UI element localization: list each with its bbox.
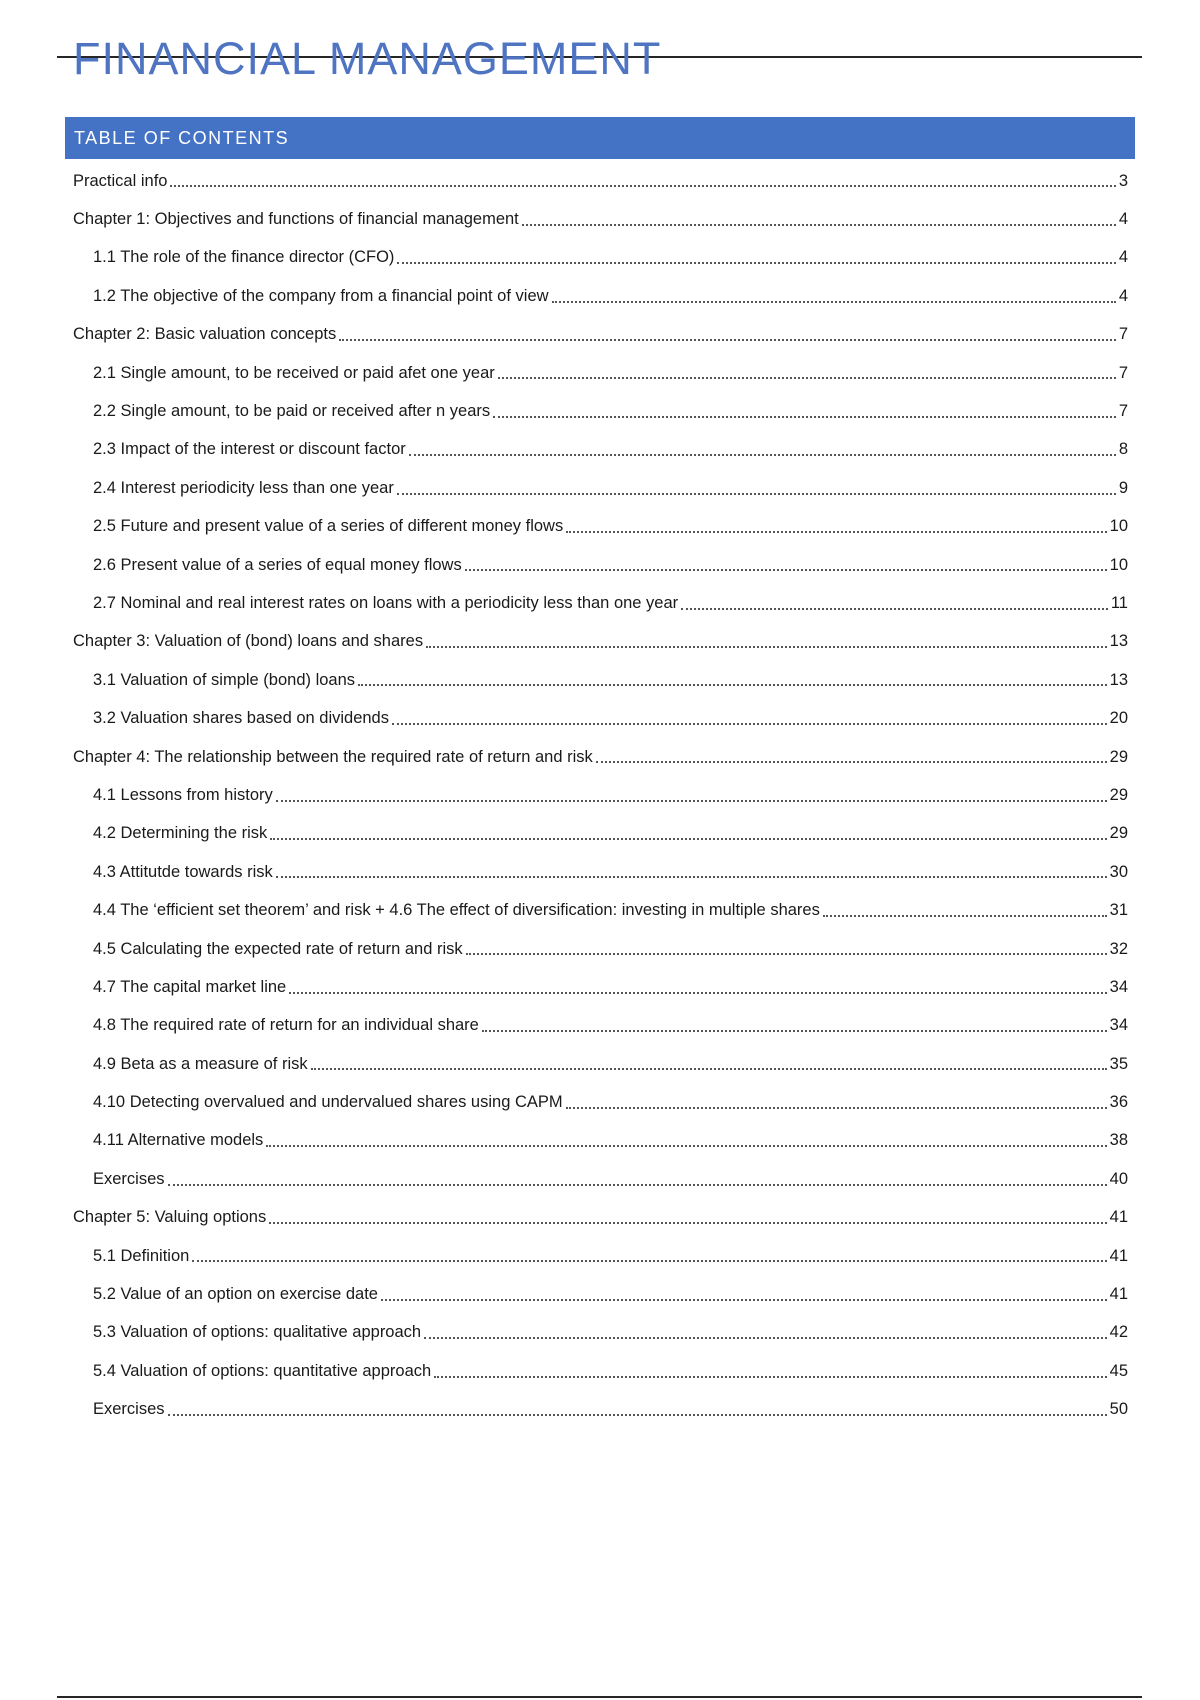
toc-dot-leader bbox=[465, 568, 1107, 571]
toc-entry-label: 4.9 Beta as a measure of risk bbox=[93, 1054, 308, 1073]
toc-entry-label: 2.3 Impact of the interest or discount factor bbox=[93, 440, 406, 459]
toc-dot-leader bbox=[566, 530, 1106, 533]
toc-entry-page-number: 4 bbox=[1118, 210, 1128, 229]
toc-entry-page-number: 42 bbox=[1109, 1323, 1128, 1342]
toc-entry-label: 3.2 Valuation shares based on dividends bbox=[93, 709, 389, 728]
toc-dot-leader bbox=[409, 453, 1116, 456]
toc-entry-page-number: 7 bbox=[1118, 325, 1128, 344]
toc-section-entry[interactable] bbox=[73, 661, 1128, 699]
toc-chapter-entry[interactable] bbox=[73, 1199, 1128, 1237]
toc-section-entry[interactable] bbox=[73, 392, 1128, 430]
toc-entry-label: 4.7 The capital market line bbox=[93, 977, 287, 996]
toc-section-entry[interactable] bbox=[73, 277, 1128, 315]
toc-section-entry[interactable] bbox=[73, 815, 1128, 853]
toc-entry-label: 5.3 Valuation of options: qualitative approach bbox=[93, 1323, 422, 1342]
toc-dot-leader bbox=[552, 300, 1116, 303]
toc-entry-page-number: 20 bbox=[1109, 709, 1128, 728]
toc-entry-label: 1.1 The role of the finance director (CFO) bbox=[93, 248, 395, 267]
toc-entry-label: 2.5 Future and present value of a series of different money flows bbox=[93, 517, 564, 536]
toc-entry-page-number: 10 bbox=[1109, 555, 1128, 574]
toc-dot-leader bbox=[522, 223, 1116, 226]
toc-chapter-entry[interactable] bbox=[73, 162, 1128, 200]
toc-section-entry[interactable] bbox=[73, 1083, 1128, 1121]
toc-chapter-entry[interactable] bbox=[73, 738, 1128, 776]
toc-entry-label: 4.1 Lessons from history bbox=[93, 785, 273, 804]
toc-entry-page-number: 8 bbox=[1118, 440, 1128, 459]
toc-dot-leader bbox=[424, 1336, 1107, 1339]
toc-dot-leader bbox=[498, 376, 1116, 379]
toc-dot-leader bbox=[426, 645, 1107, 648]
toc-section-entry[interactable] bbox=[73, 1122, 1128, 1160]
toc-entry-page-number: 13 bbox=[1109, 670, 1128, 689]
toc-entry-page-number: 7 bbox=[1118, 363, 1128, 382]
toc-entry-label: 5.1 Definition bbox=[93, 1246, 190, 1265]
toc-entry-label: 2.6 Present value of a series of equal money flows bbox=[93, 555, 462, 574]
toc-entry-label: 4.10 Detecting overvalued and undervalued shares using CAPM bbox=[93, 1093, 563, 1112]
toc-entry-label: Chapter 5: Valuing options bbox=[73, 1208, 267, 1227]
toc-entry-page-number: 38 bbox=[1109, 1131, 1128, 1150]
toc-entry-label: 4.4 The ‘efficient set theorem’ and risk + 4.6 The effect of diversification: investing in multiple shares bbox=[93, 901, 820, 920]
toc-dot-leader bbox=[493, 415, 1116, 418]
toc-dot-leader bbox=[192, 1259, 1106, 1262]
toc-heading: TABLE OF CONTENTS bbox=[74, 127, 290, 148]
toc-section-entry[interactable] bbox=[73, 546, 1128, 584]
toc-section-entry[interactable] bbox=[73, 1275, 1128, 1313]
toc-section-entry[interactable] bbox=[73, 891, 1128, 929]
toc-dot-leader bbox=[168, 1413, 1107, 1416]
toc-entry-page-number: 29 bbox=[1109, 747, 1128, 766]
toc-entry-page-number: 7 bbox=[1118, 402, 1128, 421]
toc-entry-page-number: 50 bbox=[1109, 1400, 1128, 1419]
toc-chapter-entry[interactable] bbox=[73, 316, 1128, 354]
toc-section-entry[interactable] bbox=[73, 1007, 1128, 1045]
toc-section-entry[interactable] bbox=[73, 930, 1128, 968]
toc-dot-leader bbox=[358, 683, 1107, 686]
toc-entry-label: Chapter 2: Basic valuation concepts bbox=[73, 325, 337, 344]
toc-entry-page-number: 41 bbox=[1109, 1285, 1128, 1304]
toc-entry-label: 5.4 Valuation of options: quantitative approach bbox=[93, 1361, 432, 1380]
toc-dot-leader bbox=[681, 607, 1108, 610]
toc-section-entry[interactable] bbox=[73, 968, 1128, 1006]
toc-dot-leader bbox=[170, 184, 1115, 187]
toc-chapter-entry[interactable] bbox=[73, 200, 1128, 238]
toc-entry-page-number: 34 bbox=[1109, 977, 1128, 996]
toc-entry-page-number: 41 bbox=[1109, 1208, 1128, 1227]
toc-entry-label: 1.2 The objective of the company from a financial point of view bbox=[93, 286, 549, 305]
toc-entry-label: Chapter 1: Objectives and functions of financial management bbox=[73, 210, 519, 229]
toc-entry-page-number: 30 bbox=[1109, 862, 1128, 881]
toc-chapter-entry[interactable] bbox=[73, 623, 1128, 661]
toc-list bbox=[73, 162, 1128, 1429]
toc-entry-page-number: 4 bbox=[1118, 286, 1128, 305]
toc-entry-page-number: 40 bbox=[1109, 1169, 1128, 1188]
toc-entry-page-number: 29 bbox=[1109, 785, 1128, 804]
toc-dot-leader bbox=[381, 1298, 1107, 1301]
toc-entry-label: 4.5 Calculating the expected rate of return and risk bbox=[93, 939, 463, 958]
toc-entry-page-number: 36 bbox=[1109, 1093, 1128, 1112]
toc-dot-leader bbox=[311, 1067, 1107, 1070]
toc-entry-page-number: 10 bbox=[1109, 517, 1128, 536]
toc-entry-page-number: 29 bbox=[1109, 824, 1128, 843]
toc-dot-leader bbox=[270, 837, 1106, 840]
document-title: FINANCIAL MANAGEMENT bbox=[73, 33, 662, 84]
toc-section-entry[interactable] bbox=[73, 354, 1128, 392]
toc-dot-leader bbox=[392, 722, 1107, 725]
toc-dot-leader bbox=[168, 1183, 1107, 1186]
toc-section-entry[interactable] bbox=[73, 699, 1128, 737]
toc-entry-page-number: 32 bbox=[1109, 939, 1128, 958]
toc-dot-leader bbox=[289, 991, 1106, 994]
toc-dot-leader bbox=[276, 799, 1107, 802]
toc-dot-leader bbox=[566, 1106, 1107, 1109]
toc-entry-page-number: 13 bbox=[1109, 632, 1128, 651]
footer-rule bbox=[57, 1696, 1142, 1698]
toc-heading-banner bbox=[65, 117, 1135, 159]
toc-entry-label: 2.2 Single amount, to be paid or received after n years bbox=[93, 402, 491, 421]
toc-entry-page-number: 35 bbox=[1109, 1054, 1128, 1073]
toc-entry-page-number: 11 bbox=[1110, 593, 1128, 612]
toc-entry-page-number: 3 bbox=[1118, 171, 1128, 190]
toc-dot-leader bbox=[434, 1375, 1106, 1378]
toc-section-entry[interactable] bbox=[73, 1237, 1128, 1275]
toc-entry-page-number: 41 bbox=[1109, 1246, 1128, 1265]
toc-dot-leader bbox=[482, 1029, 1107, 1032]
toc-dot-leader bbox=[266, 1144, 1106, 1147]
toc-dot-leader bbox=[466, 952, 1107, 955]
toc-dot-leader bbox=[397, 261, 1115, 264]
toc-section-entry[interactable] bbox=[73, 1314, 1128, 1352]
toc-entry-label: 5.2 Value of an option on exercise date bbox=[93, 1285, 378, 1304]
toc-section-entry[interactable] bbox=[73, 853, 1128, 891]
toc-entry-page-number: 45 bbox=[1109, 1361, 1128, 1380]
toc-entry-label: 2.4 Interest periodicity less than one year bbox=[93, 478, 394, 497]
toc-dot-leader bbox=[397, 492, 1116, 495]
toc-entry-page-number: 31 bbox=[1109, 901, 1128, 920]
toc-section-entry[interactable] bbox=[73, 431, 1128, 469]
toc-entry-label: Practical info bbox=[73, 171, 168, 190]
toc-dot-leader bbox=[596, 760, 1107, 763]
toc-entry-label: 4.3 Attitutde towards risk bbox=[93, 862, 273, 881]
toc-entry-label: 4.11 Alternative models bbox=[93, 1131, 264, 1150]
toc-section-entry[interactable] bbox=[73, 584, 1128, 622]
toc-entry-label: 2.1 Single amount, to be received or paid afet one year bbox=[93, 363, 495, 382]
toc-dot-leader bbox=[339, 338, 1116, 341]
toc-entry-page-number: 9 bbox=[1118, 478, 1128, 497]
toc-section-entry[interactable] bbox=[73, 1352, 1128, 1390]
toc-section-entry[interactable] bbox=[73, 1391, 1128, 1429]
toc-entry-page-number: 4 bbox=[1118, 248, 1128, 267]
toc-dot-leader bbox=[276, 875, 1107, 878]
toc-section-entry[interactable] bbox=[73, 776, 1128, 814]
toc-section-entry[interactable] bbox=[73, 469, 1128, 507]
toc-dot-leader bbox=[823, 914, 1107, 917]
toc-entry-label: Chapter 4: The relationship between the required rate of return and risk bbox=[73, 747, 593, 766]
toc-section-entry[interactable] bbox=[73, 239, 1128, 277]
toc-entry-label: 3.1 Valuation of simple (bond) loans bbox=[93, 670, 356, 689]
toc-entry-label: 4.8 The required rate of return for an individual share bbox=[93, 1016, 479, 1035]
toc-entry-label: 4.2 Determining the risk bbox=[93, 824, 268, 843]
toc-section-entry[interactable] bbox=[73, 508, 1128, 546]
toc-entry-label: Exercises bbox=[93, 1400, 165, 1419]
toc-section-entry[interactable] bbox=[73, 1160, 1128, 1198]
toc-section-entry[interactable] bbox=[73, 1045, 1128, 1083]
toc-entry-label: Exercises bbox=[93, 1169, 165, 1188]
toc-entry-label: 2.7 Nominal and real interest rates on loans with a periodicity less than one year bbox=[93, 593, 679, 612]
toc-entry-label: Chapter 3: Valuation of (bond) loans and shares bbox=[73, 632, 424, 651]
toc-entry-page-number: 34 bbox=[1109, 1016, 1128, 1035]
toc-dot-leader bbox=[269, 1221, 1106, 1224]
